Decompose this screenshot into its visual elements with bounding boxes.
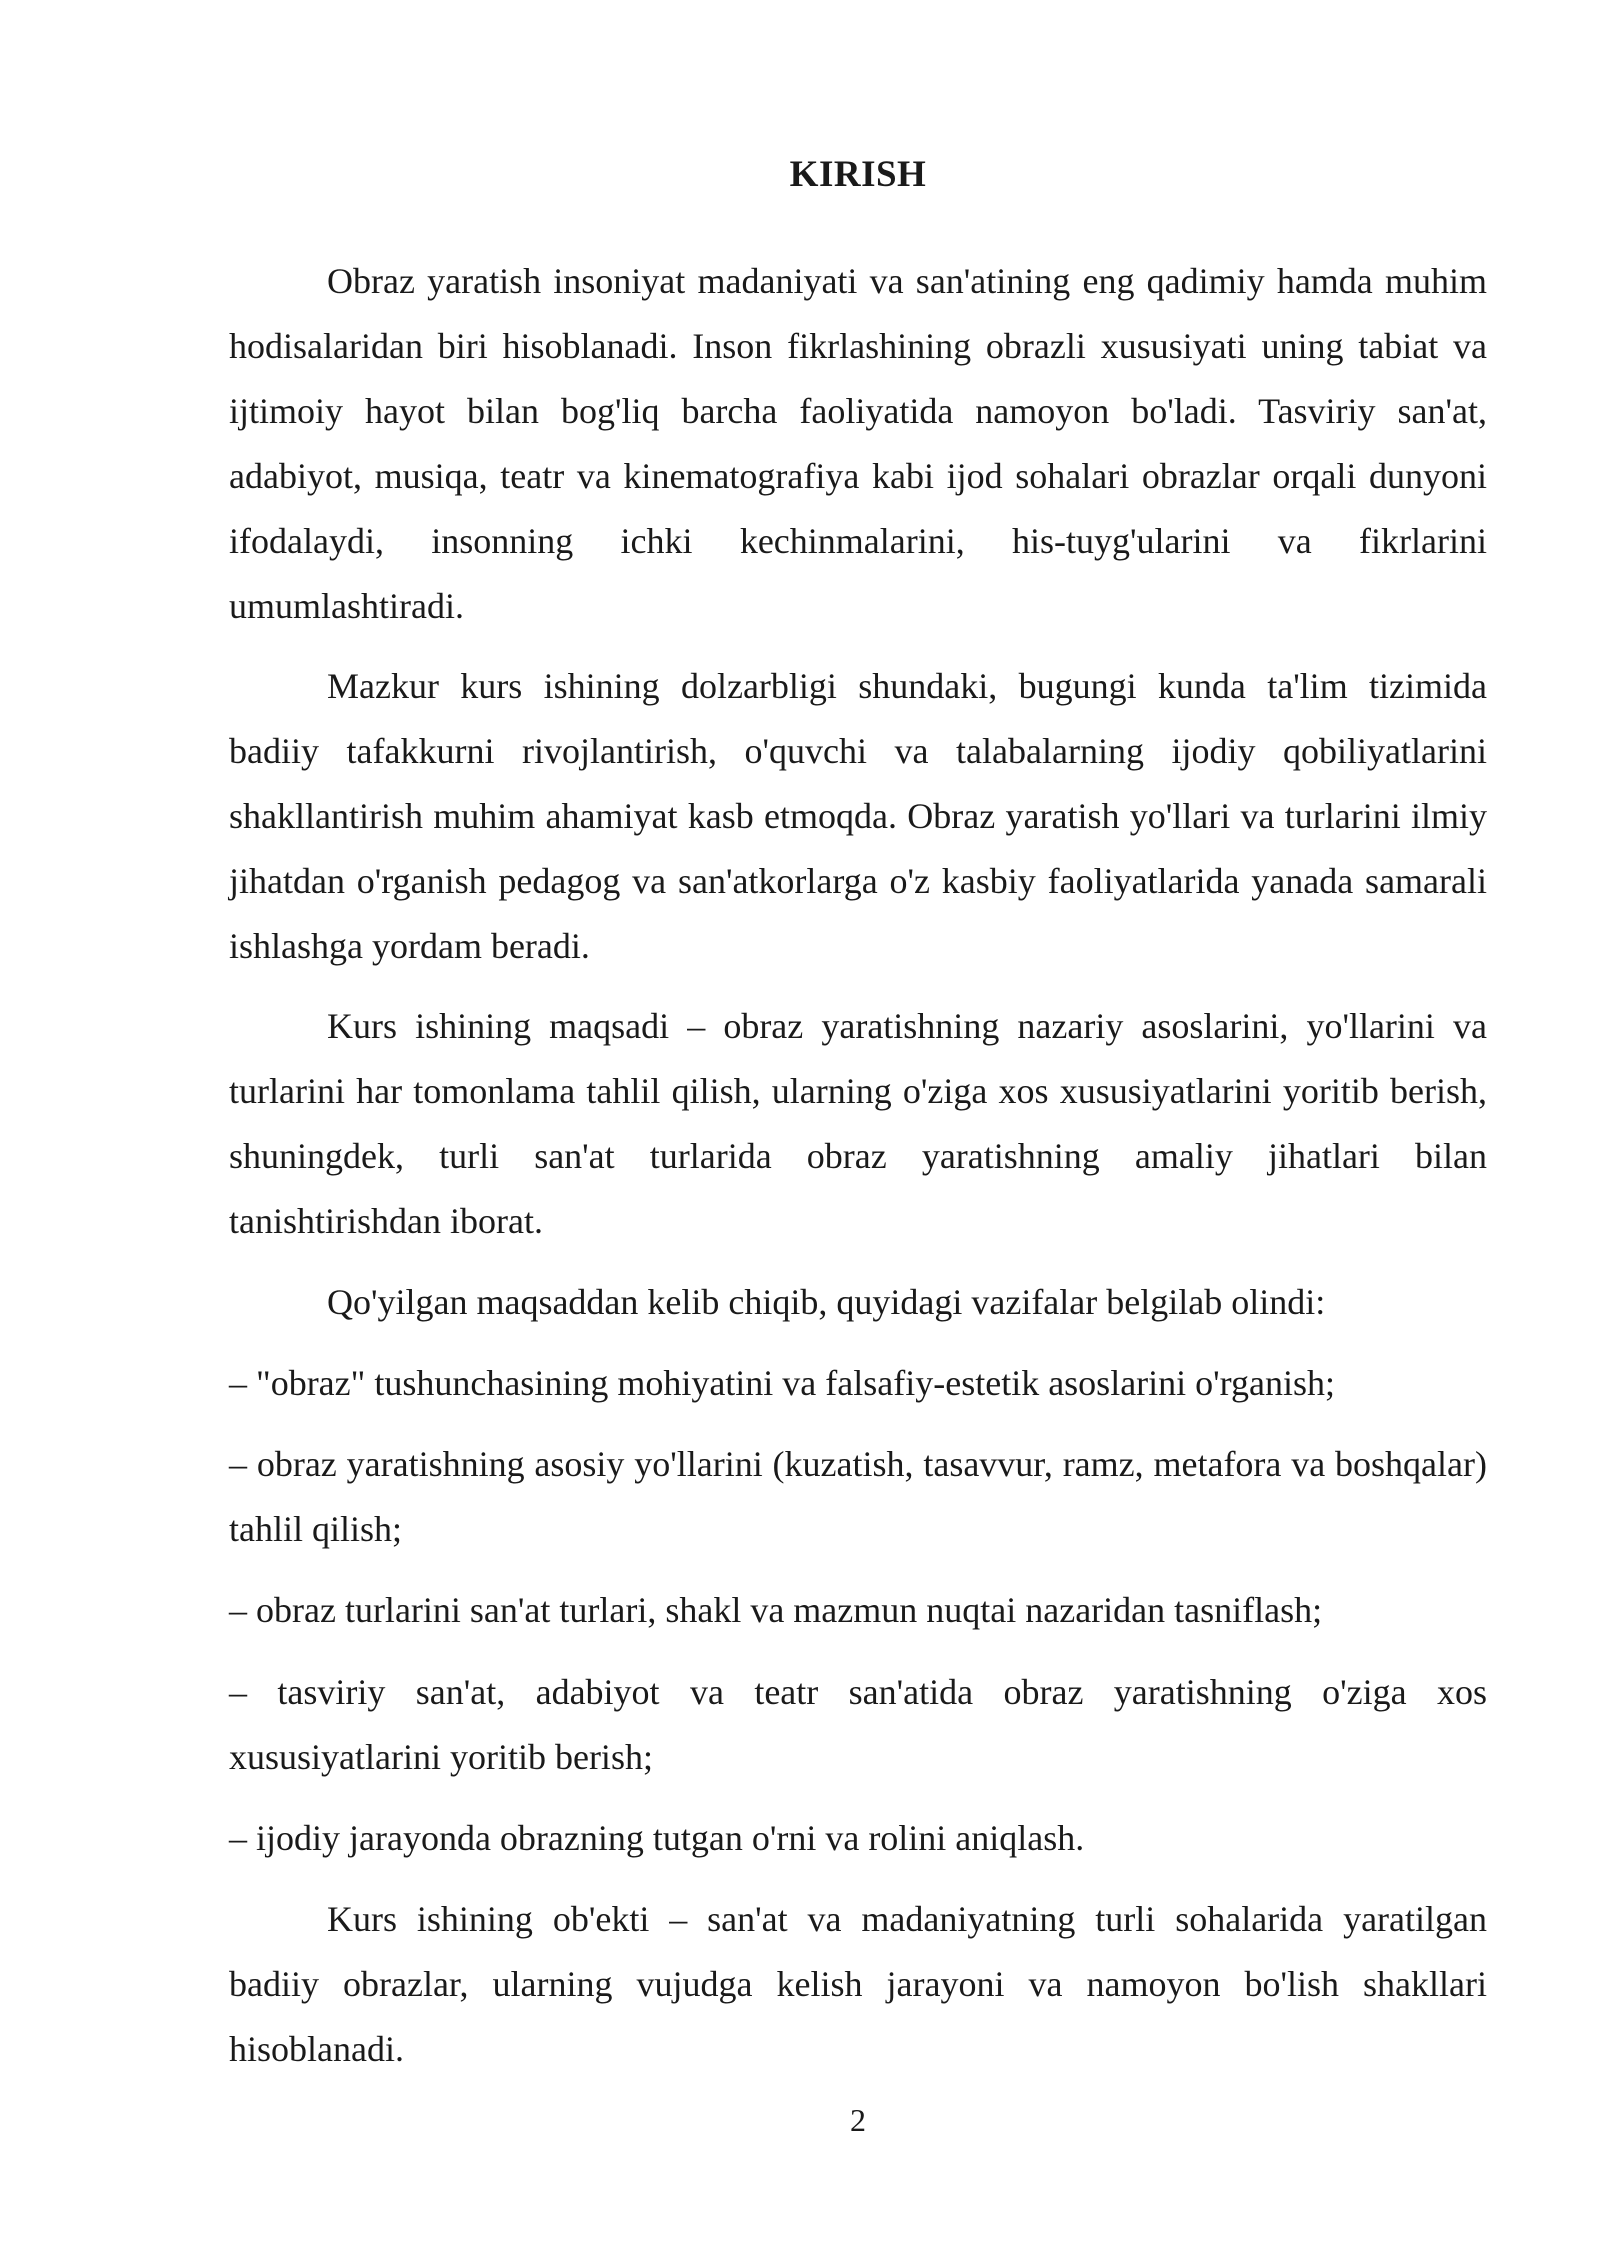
paragraph-tasks-intro: Qo'yilgan maqsaddan kelib chiqib, quyidagi vazifalar belgilab olindi:: [327, 1282, 1326, 1322]
paragraph-introduction: Obraz yaratish insoniyat madaniyati va san'atining eng qadimiy hamda muhim hodisalaridan biri hisoblanadi. Inson fikrlashining obrazli xususiyati uning tabiat va ijtimoiy hayot bilan bog'liq barcha faoliyatida namoyon bo'ladi. Tasviriy san'at, adabiyot, musiqa, teatr va kinematografiya kabi ijod sohalari obrazlar orqali dunyoni ifodalaydi, insonning ichki kechinmalarini, his-tuyg'ularini va fikrlarini umumlashtiradi.: [229, 261, 1487, 626]
paragraph-goal: Kurs ishining maqsadi – obraz yaratishning nazariy asoslarini, yo'llarini va turlarini har tomonlama tahlil qilish, ularning o'ziga xos xususiyatlarini yoritib berish, shuningdek, turli san'at turlarida obraz yaratishning amaliy jihatlari bilan tanishtirishdan iborat.: [229, 1006, 1487, 1241]
page-number: 2: [850, 2102, 866, 2138]
paragraph-relevance: Mazkur kurs ishining dolzarbligi shundaki, bugungi kunda ta'lim tizimida badiiy tafakkurni rivojlantirish, o'quvchi va talabalarning ijodiy qobiliyatlarini shakllantirish muhim ahamiyat kasb etmoqda. Obraz yaratish yo'llari va turlarini ilmiy jihatdan o'rganish pedagog va san'atkorlarga o'z kasbiy faoliyatlarida yanada samarali ishlashga yordam beradi.: [229, 666, 1487, 966]
task-list-item: – ijodiy jarayonda obrazning tutgan o'rni va rolini aniqlash.: [229, 1818, 1085, 1858]
paragraph-object: Kurs ishining ob'ekti – san'at va madaniyatning turli sohalarida yaratilgan badiiy obrazlar, ularning vujudga kelish jarayoni va namoyon bo'lish shakllari hisoblanadi.: [229, 1899, 1487, 2069]
task-list-item: – obraz yaratishning asosiy yo'llarini (kuzatish, tasavvur, ramz, metafora va boshqalar) tahlil qilish;: [229, 1444, 1487, 1549]
page-title: KIRISH: [789, 154, 927, 195]
task-list-item: – tasviriy san'at, adabiyot va teatr san'atida obraz yaratishning o'ziga xos xususiyatlarini yoritib berish;: [229, 1672, 1487, 1777]
task-list-item: – "obraz" tushunchasining mohiyatini va falsafiy-estetik asoslarini o'rganish;: [229, 1363, 1335, 1403]
task-list-item: – obraz turlarini san'at turlari, shakl va mazmun nuqtai nazaridan tasniflash;: [229, 1590, 1323, 1630]
